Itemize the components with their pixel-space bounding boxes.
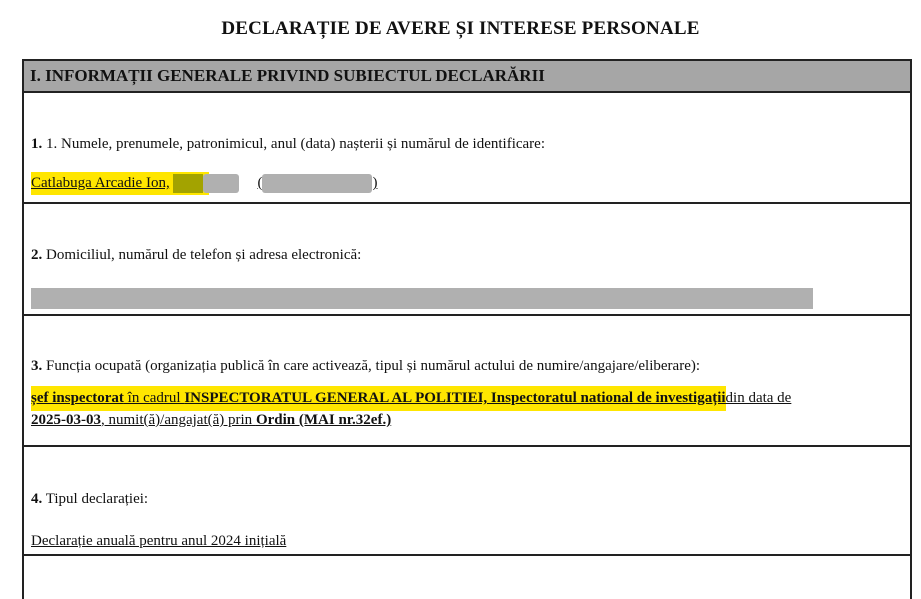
question-1-label	[31, 136, 545, 153]
question-1-number: 1.	[31, 136, 43, 152]
answer-id-paren-open: (	[257, 174, 263, 191]
question-4-label	[31, 491, 148, 508]
answer-redacted-year	[209, 175, 239, 191]
question-4-cell	[24, 447, 910, 556]
question-4-answer: Declarație anuală pentru anul 2024 inițială	[31, 533, 287, 549]
answer-numit: , numit(ă)/angajat(ă) prin	[101, 412, 256, 428]
question-1-text: 1. Numele, prenumele, patronimicul, anul (data) nașterii și numărul de identificare:	[42, 136, 545, 152]
redacted-year	[203, 174, 239, 193]
answer-position: șef inspectorat	[31, 390, 124, 406]
redacted-idnp	[262, 174, 372, 193]
answer-act: Ordin (MAI nr.32ef.)	[255, 412, 392, 428]
question-3-text: Funcția ocupată (organizația publică în care activează, tipul și numărul actului de numire/angajare/eliberare):	[42, 358, 701, 374]
question-2-cell	[24, 204, 910, 316]
question-2-text: Domiciliul, numărul de telefon și adresa electronică:	[42, 247, 362, 263]
question-2-label	[31, 247, 361, 264]
question-2-number: 2.	[31, 247, 43, 263]
question-4-number: 4.	[31, 491, 43, 507]
question-4-text: Tipul declarației:	[42, 491, 149, 507]
answer-date: 2025-03-03	[31, 412, 101, 428]
question-1-answer	[24, 174, 377, 193]
question-3-label	[31, 358, 700, 375]
declaration-form	[22, 59, 912, 599]
answer-din-data: din data de	[725, 390, 792, 406]
question-3-cell	[24, 316, 910, 447]
question-3-answer-line-1	[24, 390, 791, 407]
answer-id-paren-close: )	[372, 174, 378, 191]
question-3-answer-line-2	[31, 412, 391, 429]
section-header-general-info: I. INFORMAȚII GENERALE PRIVIND SUBIECTUL DECLARĂRII	[24, 61, 910, 93]
answer-name: Catlabuga Arcadie Ion,	[31, 172, 170, 195]
redacted-address	[31, 288, 813, 309]
answer-organization: INSPECTORATUL GENERAL AL POLITIEI, Inspectoratul national de investigații	[184, 390, 726, 406]
document-title: DECLARAȚIE DE AVERE ȘI INTERESE PERSONALE	[221, 18, 700, 39]
question-1-cell	[24, 93, 910, 204]
answer-in-cadrul: în cadrul	[123, 390, 185, 406]
redacted-birthdate-highlighted	[173, 174, 203, 193]
question-3-number: 3.	[31, 358, 43, 374]
